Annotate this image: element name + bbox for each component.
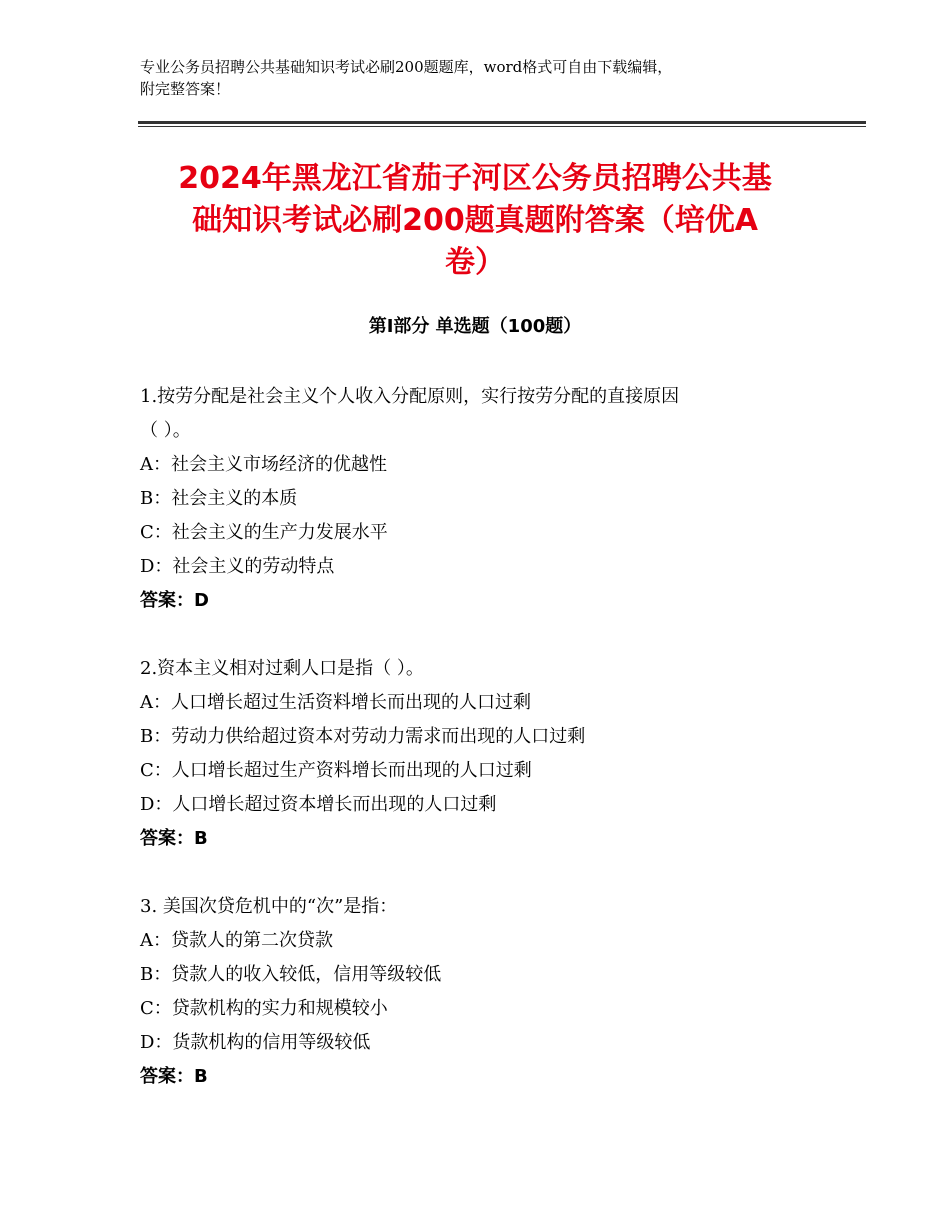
option-c: C：社会主义的生产力发展水平 [140, 522, 388, 543]
option-b: B：劳动力供给超过资本对劳动力需求而出现的人口过剩 [140, 726, 586, 747]
option-b: B：社会主义的本质 [140, 488, 298, 509]
option-d: D：人口增长超过资本增长而出现的人口过剩 [140, 794, 497, 815]
option-b: B：贷款人的收入较低，信用等级较低 [140, 964, 442, 985]
header-note [140, 56, 840, 100]
title-line-2: 础知识考试必刷200题真题附答案（培优A [192, 203, 758, 238]
question-stem: 1.按劳分配是社会主义个人收入分配原则，实行按劳分配的直接原因 [140, 386, 680, 407]
question-1 [140, 380, 860, 618]
section-heading: 第Ⅰ部分 单选题（100题） [368, 316, 582, 337]
option-d: D：社会主义的劳动特点 [140, 556, 335, 577]
header-note-line-2: 附完整答案！ [140, 80, 231, 98]
option-a: A：人口增长超过生活资料增长而出现的人口过剩 [140, 692, 531, 713]
answer: 答案：D [140, 590, 209, 611]
title-line-1: 2024年黑龙江省茄子河区公务员招聘公共基 [178, 161, 772, 196]
option-d: D：货款机构的信用等级较低 [140, 1032, 371, 1053]
answer: 答案：B [140, 828, 208, 849]
question-2 [140, 652, 860, 856]
option-a: A：社会主义市场经济的优越性 [140, 454, 387, 475]
title-line-3: 卷） [445, 245, 505, 280]
question-stem: 2.资本主义相对过剩人口是指（ ）。 [140, 658, 424, 679]
option-c: C：人口增长超过生产资料增长而出现的人口过剩 [140, 760, 532, 781]
question-stem-continued: （ ）。 [140, 420, 191, 441]
question-spacer [140, 618, 860, 652]
question-stem: 3. 美国次贷危机中的“次”是指： [140, 896, 398, 917]
question-list [140, 380, 860, 1094]
question-spacer [140, 856, 860, 890]
header-rule-thick [138, 121, 866, 124]
answer: 答案：B [140, 1066, 208, 1087]
option-c: C：贷款机构的实力和规模较小 [140, 998, 388, 1019]
question-3 [140, 890, 860, 1094]
document-title [120, 158, 830, 284]
option-a: A：贷款人的第二次贷款 [140, 930, 333, 951]
header-note-line-1: 专业公务员招聘公共基础知识考试必刷200题题库，word格式可自由下载编辑， [140, 58, 673, 76]
header-rule-thin [138, 126, 866, 127]
